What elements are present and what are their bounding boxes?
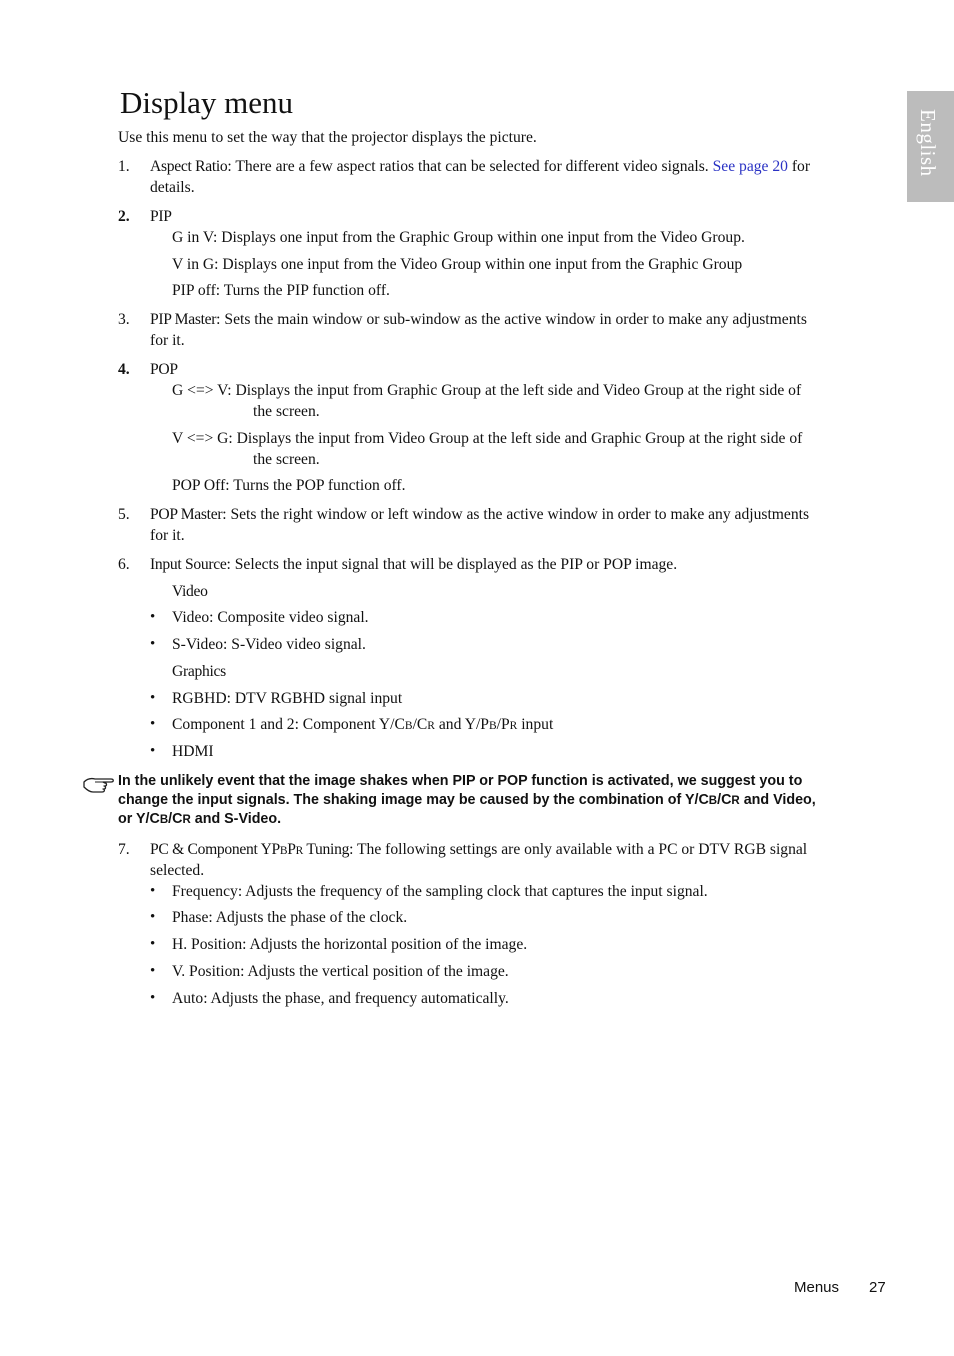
sub-item: V <=> G: Displays the input from Video Group at the left side and Graphic Group at the right side of (172, 430, 803, 447)
footer-section: Menus (794, 1279, 840, 1296)
page-number: 27 (869, 1279, 886, 1296)
item-text: : Sets the main window or sub-window as the active window in order to make any adjustments (216, 311, 807, 328)
item-text-after-link: for (787, 158, 811, 175)
bullet-item: V. Position: Adjusts the vertical position of the image. (172, 963, 509, 980)
sub-item: G <=> V: Displays the input from Graphic Group at the left side and Video Group at the right side of (172, 382, 802, 399)
bullet-item: Frequency: Adjusts the frequency of the sampling clock that captures the input signal. (172, 883, 708, 900)
bullet-item: Video: Composite video signal. (172, 609, 369, 626)
bullet-item: H. Position: Adjusts the horizontal position of the image. (172, 936, 528, 953)
sub-item: V in G: Displays one input from the Video Group within one input from the Graphic Group (172, 256, 743, 273)
see-page-link[interactable]: See page 20 (712, 158, 788, 175)
bullet-glyph: • (150, 636, 156, 652)
item-term: Input Source (150, 556, 227, 573)
item-text: : Selects the input signal that will be displayed as the PIP or POP image. (226, 556, 678, 573)
sub-item-continuation: the screen. (253, 403, 320, 420)
group-heading-graphics: Graphics (172, 663, 226, 680)
note-line: In the unlikely event that the image shakes when PIP or POP function is activated, we suggest you to (118, 773, 803, 789)
item-term: POP Master (150, 506, 223, 523)
note-line: change the input signals. The shaking image may be caused by the combination of Y/CB/CR and Video, (118, 792, 816, 808)
item-number: 2. (118, 208, 130, 225)
item-continuation: selected. (150, 862, 205, 879)
item-number: 1. (118, 158, 130, 175)
list-item (150, 554, 677, 575)
bullet-glyph: • (150, 609, 156, 625)
item-continuation: for it. (150, 332, 185, 349)
bullet-item: Auto: Adjusts the phase, and frequency automatically. (172, 990, 509, 1007)
bullet-item: S-Video: S-Video video signal. (172, 636, 366, 653)
item-text: : Sets the right window or left window as the active window in order to make any adjustments (222, 506, 810, 523)
page-title: Display menu (120, 85, 294, 120)
list-item (150, 309, 807, 330)
sub-item: POP Off: Turns the POP function off. (172, 477, 406, 494)
group-heading-video: Video (172, 583, 208, 600)
item-number: 3. (118, 311, 130, 328)
bullet-glyph: • (150, 716, 156, 732)
pointing-hand-icon (83, 774, 117, 794)
item-term: Aspect Ratio (150, 158, 228, 175)
bullet-glyph: • (150, 990, 156, 1006)
list-item (150, 504, 809, 525)
bullet-item-component: Component 1 and 2: Component Y/CB/CR and Y/PB/PR input (172, 716, 554, 733)
item-term: PC & Component YPBPR Tuning (150, 841, 350, 858)
note-line: or Y/CB/CR and S-Video. (118, 811, 282, 827)
item-number: 6. (118, 556, 130, 573)
bullet-glyph: • (150, 743, 156, 759)
item-text: : There are a few aspect ratios that can be selected for different video signals. (227, 158, 713, 175)
list-item (150, 839, 807, 862)
bullet-glyph: • (150, 963, 156, 979)
item-text: : The following settings are only available with a PC or DTV RGB signal (349, 841, 808, 858)
item-term: PIP Master (150, 311, 217, 328)
item-continuation: details. (150, 179, 195, 196)
intro-text: Use this menu to set the way that the projector displays the picture. (118, 129, 537, 146)
sub-item: PIP off: Turns the PIP function off. (172, 282, 390, 299)
item-continuation: for it. (150, 527, 185, 544)
bullet-glyph: • (150, 936, 156, 952)
sub-item-continuation: the screen. (253, 451, 320, 468)
item-term: POP (150, 361, 178, 378)
bullet-item: Phase: Adjusts the phase of the clock. (172, 909, 408, 926)
language-side-tab (907, 91, 954, 202)
bullet-item: RGBHD: DTV RGBHD signal input (172, 690, 403, 707)
side-tab-label: English (916, 109, 940, 177)
list-item (150, 156, 810, 177)
bullet-glyph: • (150, 690, 156, 706)
item-number: 4. (118, 361, 130, 378)
item-number: 7. (118, 841, 130, 858)
bullet-item: HDMI (172, 743, 214, 760)
item-number: 5. (118, 506, 130, 523)
bullet-glyph: • (150, 883, 156, 899)
sub-item: G in V: Displays one input from the Graphic Group within one input from the Video Group. (172, 229, 745, 246)
bullet-glyph: • (150, 909, 156, 925)
item-term: PIP (150, 208, 172, 225)
